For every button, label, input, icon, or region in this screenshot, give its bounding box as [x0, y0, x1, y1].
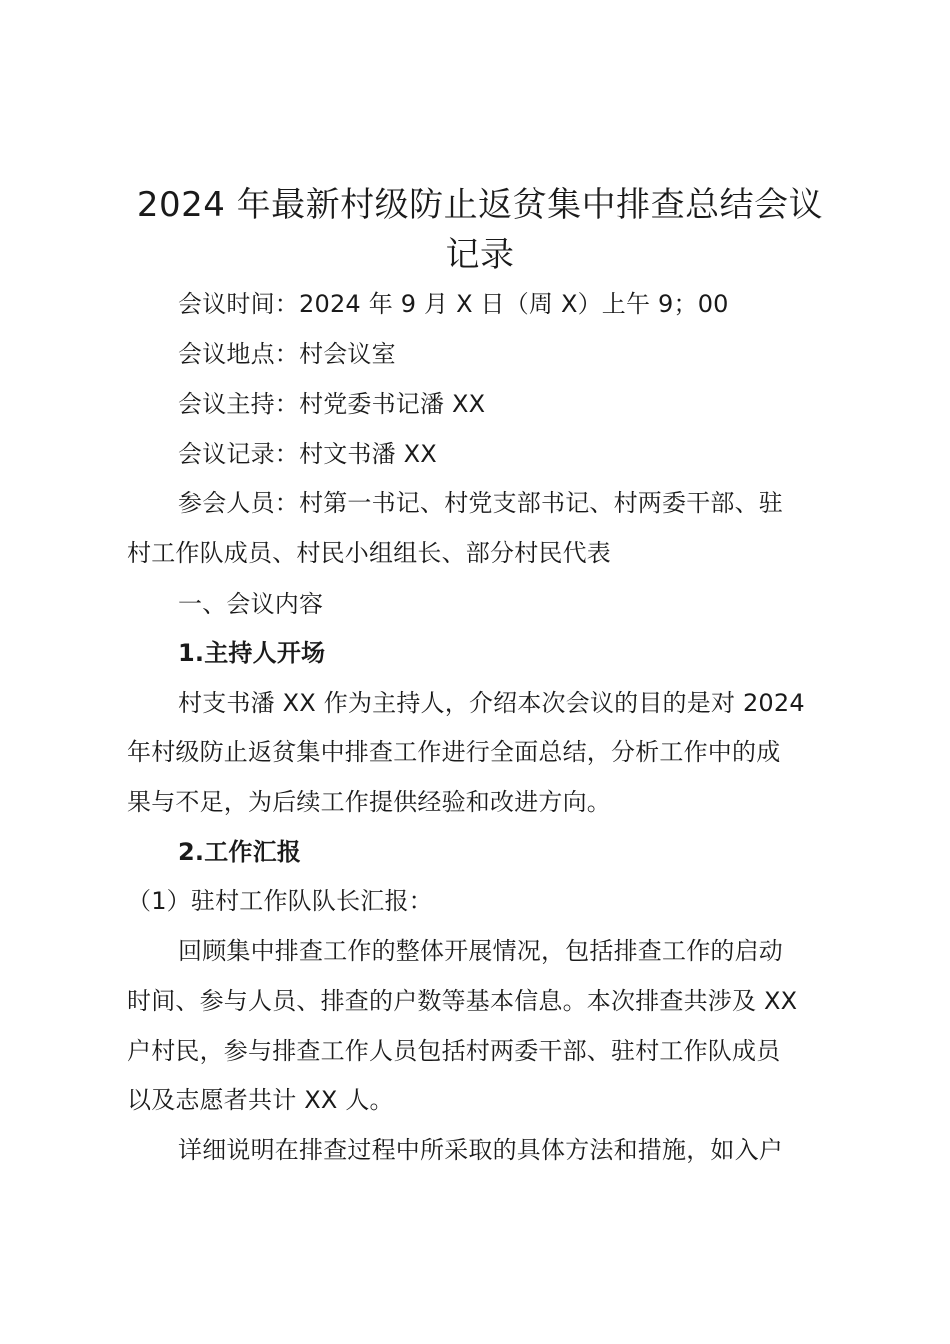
paragraph-line: 时间、参与人员、排查的户数等基本信息。本次排查共涉及 XX: [127, 987, 798, 1015]
paragraph-line: 回顾集中排查工作的整体开展情况，包括排查工作的启动: [178, 937, 783, 965]
paragraph-line: 户村民，参与排查工作人员包括村两委干部、驻村工作队成员: [127, 1037, 781, 1065]
section-heading: 一、会议内容: [178, 590, 324, 618]
paragraph-line: 以及志愿者共计 XX 人。: [127, 1086, 394, 1114]
paragraph-line: 年村级防止返贫集中排查工作进行全面总结，分析工作中的成: [127, 738, 781, 766]
title-line-2: 记录: [445, 235, 515, 275]
meeting-recorder: 会议记录：村文书潘 XX: [178, 440, 437, 468]
attendees-line-2: 村工作队成员、村民小组组长、部分村民代表: [127, 539, 611, 567]
paragraph-line: 村支书潘 XX 作为主持人，介绍本次会议的目的是对 2024: [178, 689, 805, 717]
subsection-heading-2: 2.工作汇报: [178, 838, 302, 866]
paragraph-line: 果与不足，为后续工作提供经验和改进方向。: [127, 788, 611, 816]
attendees-line-1: 参会人员：村第一书记、村党支部书记、村两委干部、驻: [178, 489, 783, 517]
document-title: [110, 180, 850, 280]
subsection-heading-1: 1.主持人开场: [178, 639, 326, 667]
list-item-heading: （1）驻村工作队队长汇报：: [127, 887, 433, 915]
meeting-host: 会议主持：村党委书记潘 XX: [178, 390, 486, 418]
title-line-1: 2024 年最新村级防止返贫集中排查总结会议: [136, 185, 824, 225]
paragraph-line: 详细说明在排查过程中所采取的具体方法和措施，如入户: [178, 1136, 783, 1164]
meeting-place: 会议地点：村会议室: [178, 340, 396, 368]
meeting-time: 会议时间：2024 年 9 月 X 日（周 X）上午 9；00: [178, 290, 729, 318]
